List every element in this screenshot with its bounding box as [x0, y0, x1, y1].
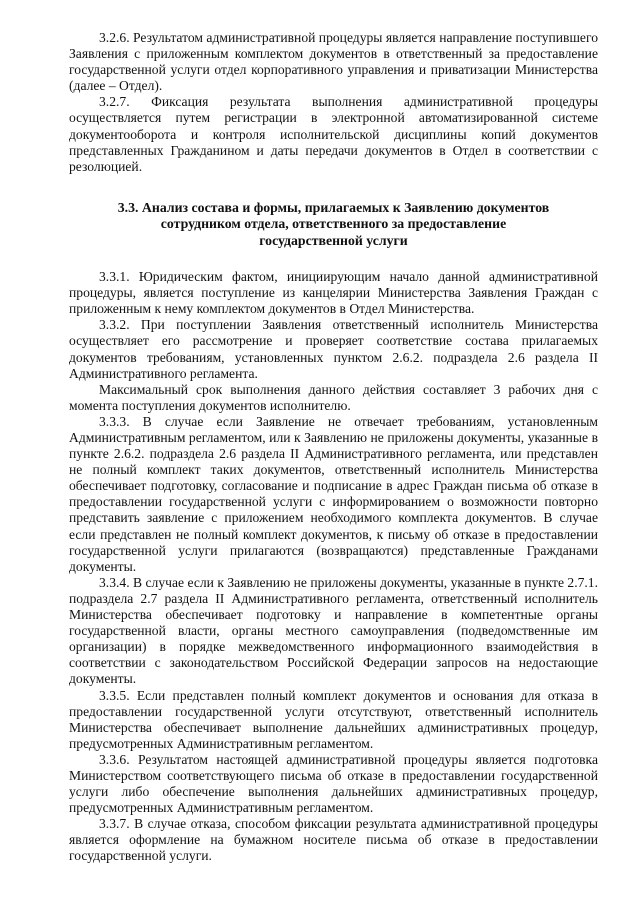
paragraph-3-3-4: 3.3.4. В случае если к Заявлению не приложены документы, указанные в пункте 2.7.1. подраздела 2.7 раздела II Административного регламента, ответственный исполнитель Министерства обеспечивает подготовку и направление в компетентные органы государственной власти, органы местного самоуправления (подведомственные им организации) в порядке межведомственного информационного взаимодействия в соответствии с законодательством Российской Федерации запросов на недостающие документы. — [69, 574, 598, 687]
heading-line-1: 3.3. Анализ состава и формы, прилагаемых к Заявлению документов — [117, 199, 550, 215]
paragraph-max-term: Максимальный срок выполнения данного действия составляет 3 рабочих дня с момента поступления документов исполнителю. — [69, 381, 598, 413]
section-heading-3-3 — [69, 200, 598, 249]
paragraph-3-3-1: 3.3.1. Юридическим фактом, инициирующим начало данной административной процедуры, является поступление из канцелярии Министерства Заявления Граждан с приложенным к нему комплектом документов в Отдел Министерства. — [69, 269, 598, 317]
paragraph-3-3-3: 3.3.3. В случае если Заявление не отвечает требованиям, установленным Административным регламентом, или к Заявлению не приложены документы, указанные в пункте 2.6.2. подраздела 2.6 раздела II Административного регламента, или представлен не полный комплект таких документов, ответственный исполнитель Министерства обеспечивает подготовку, согласование и подписание в адрес Граждан письма об отказе в предоставлении государственной услуги с информированием о возможности повторно представить заявление с приложением необходимого комплекта документов. В случае если представлен не полный комплект документов, к письму об отказе в предоставлении государственной услуги прилагаются (возвращаются) представленные Гражданами документы. — [69, 413, 598, 574]
paragraph-3-3-2: 3.3.2. При поступлении Заявления ответственный исполнитель Министерства осуществляет его рассмотрение и проверяет соответствие состава прилагаемых документов требованиям, установленных пунктом 2.6.2. подраздела 2.6 раздела II Административного регламента. — [69, 317, 598, 381]
heading-line-2: сотрудником отдела, ответственного за предоставление — [160, 216, 507, 232]
paragraph-3-3-6: 3.3.6. Результатом настоящей административной процедуры является подготовка Министерством соответствующего письма об отказе в предоставлении государственной услуги либо обеспечение выполнения дальнейших административных процедур, предусмотренных Административным регламентом. — [69, 751, 598, 816]
paragraph-3-2-7: 3.2.7. Фиксация результата выполнения административной процедуры осуществляется путем регистрации в электронной автоматизированной системе документооборота и контроля исполнительской дисциплины копий документов представленных Гражданином и даты передачи документов в Отдел в соответствии с резолюцией. — [69, 94, 598, 174]
paragraph-3-2-6: 3.2.6. Результатом административной процедуры является направление поступившего Заявления с приложенным комплектом документов в ответственный за предоставление государственной услуги отдел корпоративного управления и приватизации Министерства (далее – Отдел). — [69, 30, 598, 94]
document-page — [69, 30, 598, 865]
paragraph-3-3-7: 3.3.7. В случае отказа, способом фиксации результата административной процедуры является оформление на бумажном носителе письма об отказе в предоставлении государственной услуги. — [69, 816, 598, 864]
heading-line-3: государственной услуги — [259, 232, 408, 248]
paragraph-3-3-5: 3.3.5. Если представлен полный комплект документов и основания для отказа в предоставлении государственной услуги отсутствуют, ответственный исполнитель Министерства обеспечивает выполнение дальнейших административных процедур, предусмотренных Административным регламентом. — [69, 687, 598, 751]
